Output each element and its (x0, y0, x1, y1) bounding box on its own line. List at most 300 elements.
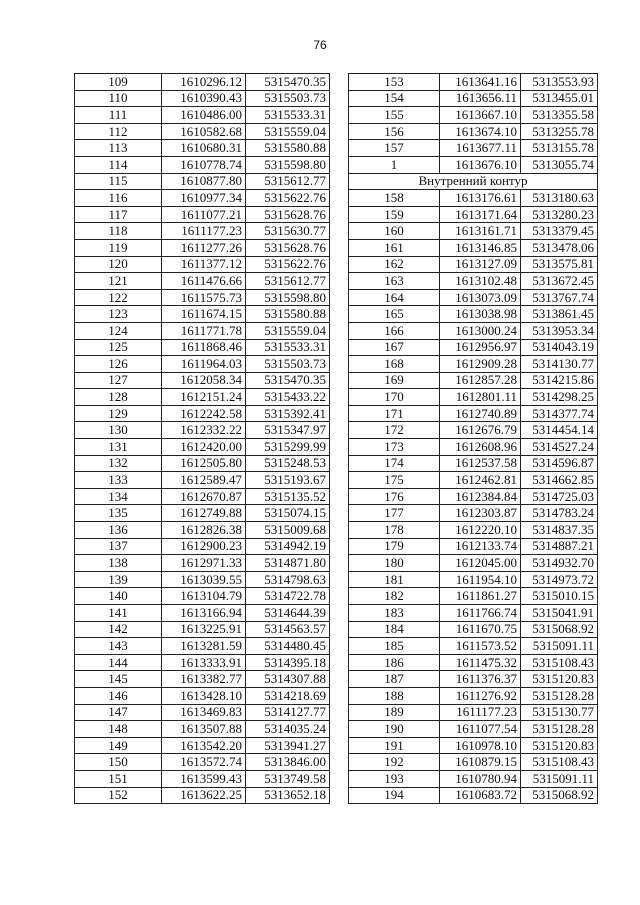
y-coordinate: 5315598.80 (246, 289, 330, 306)
section-row (349, 173, 598, 190)
x-coordinate: 1613038.98 (440, 306, 521, 323)
point-number: 154 (349, 90, 440, 107)
x-coordinate: 1612857.28 (440, 372, 521, 389)
x-coordinate: 1610680.31 (162, 140, 246, 157)
x-coordinate: 1613542.20 (162, 737, 246, 754)
point-number: 133 (75, 472, 162, 489)
x-coordinate: 1613428.10 (162, 687, 246, 704)
x-coordinate: 1613572.74 (162, 754, 246, 771)
table-row (75, 289, 330, 306)
y-coordinate: 5315580.88 (246, 306, 330, 323)
table-row (75, 571, 330, 588)
table-row (75, 190, 330, 207)
y-coordinate: 5315091.11 (521, 770, 598, 787)
y-coordinate: 5313652.18 (246, 787, 330, 804)
y-coordinate: 5315248.53 (246, 455, 330, 472)
point-number: 153 (349, 74, 440, 91)
table-row (349, 472, 598, 489)
point-number: 156 (349, 123, 440, 140)
y-coordinate: 5315091.11 (521, 638, 598, 655)
y-coordinate: 5313953.34 (521, 322, 598, 339)
table-row (349, 206, 598, 223)
y-coordinate: 5314644.39 (246, 605, 330, 622)
table-row (75, 372, 330, 389)
table-row (349, 704, 598, 721)
point-number: 138 (75, 555, 162, 572)
point-number: 186 (349, 654, 440, 671)
point-number: 110 (75, 90, 162, 107)
table-row (75, 206, 330, 223)
table-row (75, 555, 330, 572)
table-row (349, 505, 598, 522)
y-coordinate: 5313672.45 (521, 273, 598, 290)
point-number: 166 (349, 322, 440, 339)
point-number: 158 (349, 190, 440, 207)
y-coordinate: 5313355.58 (521, 107, 598, 124)
table-row (349, 322, 598, 339)
point-number: 129 (75, 405, 162, 422)
y-coordinate: 5314215.86 (521, 372, 598, 389)
y-coordinate: 5313280.23 (521, 206, 598, 223)
x-coordinate: 1610978.10 (440, 737, 521, 754)
point-number: 122 (75, 289, 162, 306)
x-coordinate: 1613039.55 (162, 571, 246, 588)
point-number: 136 (75, 522, 162, 539)
y-coordinate: 5313767.74 (521, 289, 598, 306)
table-row (349, 156, 598, 173)
table-row (349, 538, 598, 555)
y-coordinate: 5314527.24 (521, 439, 598, 456)
x-coordinate: 1612384.84 (440, 488, 521, 505)
y-coordinate: 5315628.76 (246, 239, 330, 256)
point-number: 127 (75, 372, 162, 389)
table-row (75, 173, 330, 190)
y-coordinate: 5315128.28 (521, 721, 598, 738)
x-coordinate: 1611573.52 (440, 638, 521, 655)
y-coordinate: 5315347.97 (246, 422, 330, 439)
table-row (349, 588, 598, 605)
point-number: 163 (349, 273, 440, 290)
x-coordinate: 1613382.77 (162, 671, 246, 688)
x-coordinate: 1613000.24 (440, 322, 521, 339)
point-number: 178 (349, 522, 440, 539)
x-coordinate: 1611377.12 (162, 256, 246, 273)
point-number: 1 (349, 156, 440, 173)
point-number: 123 (75, 306, 162, 323)
y-coordinate: 5314563.57 (246, 621, 330, 638)
point-number: 180 (349, 555, 440, 572)
y-coordinate: 5315120.83 (521, 671, 598, 688)
y-coordinate: 5315108.43 (521, 754, 598, 771)
x-coordinate: 1613641.16 (440, 74, 521, 91)
x-coordinate: 1610778.74 (162, 156, 246, 173)
point-number: 118 (75, 223, 162, 240)
point-number: 109 (75, 74, 162, 91)
x-coordinate: 1613166.94 (162, 605, 246, 622)
x-coordinate: 1613104.79 (162, 588, 246, 605)
x-coordinate: 1613674.10 (440, 123, 521, 140)
point-number: 131 (75, 439, 162, 456)
table-row (349, 190, 598, 207)
y-coordinate: 5314662.85 (521, 472, 598, 489)
table-row (349, 571, 598, 588)
table-row (75, 687, 330, 704)
point-number: 192 (349, 754, 440, 771)
table-row (349, 256, 598, 273)
table-row (349, 140, 598, 157)
point-number: 151 (75, 770, 162, 787)
x-coordinate: 1613333.91 (162, 654, 246, 671)
y-coordinate: 5315299.99 (246, 439, 330, 456)
x-coordinate: 1613507.88 (162, 721, 246, 738)
y-coordinate: 5314596.87 (521, 455, 598, 472)
y-coordinate: 5313861.45 (521, 306, 598, 323)
point-number: 124 (75, 322, 162, 339)
point-number: 115 (75, 173, 162, 190)
y-coordinate: 5314722.78 (246, 588, 330, 605)
y-coordinate: 5315074.15 (246, 505, 330, 522)
table-row (349, 770, 598, 787)
point-number: 119 (75, 239, 162, 256)
point-number: 162 (349, 256, 440, 273)
x-coordinate: 1611670.75 (440, 621, 521, 638)
x-coordinate: 1613599.43 (162, 770, 246, 787)
x-coordinate: 1611575.73 (162, 289, 246, 306)
y-coordinate: 5315503.73 (246, 90, 330, 107)
y-coordinate: 5315559.04 (246, 322, 330, 339)
table-row (349, 306, 598, 323)
table-row (349, 638, 598, 655)
y-coordinate: 5313575.81 (521, 256, 598, 273)
x-coordinate: 1613622.25 (162, 787, 246, 804)
table-row (75, 737, 330, 754)
point-number: 191 (349, 737, 440, 754)
x-coordinate: 1613469.83 (162, 704, 246, 721)
point-number: 190 (349, 721, 440, 738)
table-row (75, 654, 330, 671)
point-number: 135 (75, 505, 162, 522)
x-coordinate: 1613225.91 (162, 621, 246, 638)
table-row (349, 455, 598, 472)
table-row (349, 389, 598, 406)
table-row (349, 522, 598, 539)
y-coordinate: 5314725.03 (521, 488, 598, 505)
x-coordinate: 1612971.33 (162, 555, 246, 572)
point-number: 148 (75, 721, 162, 738)
y-coordinate: 5314130.77 (521, 356, 598, 373)
y-coordinate: 5313941.27 (246, 737, 330, 754)
y-coordinate: 5314942.19 (246, 538, 330, 555)
x-coordinate: 1611276.92 (440, 687, 521, 704)
y-coordinate: 5315622.76 (246, 190, 330, 207)
y-coordinate: 5315130.77 (521, 704, 598, 721)
y-coordinate: 5315193.67 (246, 472, 330, 489)
x-coordinate: 1613161.71 (440, 223, 521, 240)
x-coordinate: 1612801.11 (440, 389, 521, 406)
table-row (349, 605, 598, 622)
x-coordinate: 1610296.12 (162, 74, 246, 91)
point-number: 171 (349, 405, 440, 422)
x-coordinate: 1611077.21 (162, 206, 246, 223)
table-row (75, 123, 330, 140)
x-coordinate: 1610879.15 (440, 754, 521, 771)
point-number: 189 (349, 704, 440, 721)
y-coordinate: 5315128.28 (521, 687, 598, 704)
point-number: 174 (349, 455, 440, 472)
y-coordinate: 5315041.91 (521, 605, 598, 622)
point-number: 173 (349, 439, 440, 456)
y-coordinate: 5315612.77 (246, 273, 330, 290)
point-number: 160 (349, 223, 440, 240)
point-number: 175 (349, 472, 440, 489)
y-coordinate: 5314837.35 (521, 522, 598, 539)
y-coordinate: 5314798.63 (246, 571, 330, 588)
x-coordinate: 1612670.87 (162, 488, 246, 505)
x-coordinate: 1612537.58 (440, 455, 521, 472)
point-number: 159 (349, 206, 440, 223)
coordinates-table-right (348, 73, 598, 804)
table-row (75, 638, 330, 655)
point-number: 187 (349, 671, 440, 688)
table-row (75, 505, 330, 522)
x-coordinate: 1612826.38 (162, 522, 246, 539)
table-row (75, 671, 330, 688)
table-row (349, 787, 598, 804)
table-row (349, 422, 598, 439)
x-coordinate: 1612058.34 (162, 372, 246, 389)
table-row (349, 754, 598, 771)
point-number: 152 (75, 787, 162, 804)
point-number: 168 (349, 356, 440, 373)
x-coordinate: 1613676.10 (440, 156, 521, 173)
table-row (75, 621, 330, 638)
x-coordinate: 1613127.09 (440, 256, 521, 273)
x-coordinate: 1612045.00 (440, 555, 521, 572)
x-coordinate: 1612332.22 (162, 422, 246, 439)
table-row (349, 555, 598, 572)
point-number: 145 (75, 671, 162, 688)
x-coordinate: 1612151.24 (162, 389, 246, 406)
y-coordinate: 5314480.45 (246, 638, 330, 655)
y-coordinate: 5314218.69 (246, 687, 330, 704)
table-row (349, 223, 598, 240)
table-row (75, 74, 330, 91)
x-coordinate: 1610486.00 (162, 107, 246, 124)
point-number: 176 (349, 488, 440, 505)
x-coordinate: 1612420.00 (162, 439, 246, 456)
table-row (349, 671, 598, 688)
point-number: 114 (75, 156, 162, 173)
y-coordinate: 5315470.35 (246, 74, 330, 91)
x-coordinate: 1611475.32 (440, 654, 521, 671)
point-number: 194 (349, 787, 440, 804)
point-number: 181 (349, 571, 440, 588)
point-number: 121 (75, 273, 162, 290)
table-row (75, 588, 330, 605)
point-number: 169 (349, 372, 440, 389)
y-coordinate: 5313553.93 (521, 74, 598, 91)
table-body (349, 74, 598, 804)
x-coordinate: 1610683.72 (440, 787, 521, 804)
x-coordinate: 1611177.23 (162, 223, 246, 240)
point-number: 126 (75, 356, 162, 373)
point-number: 167 (349, 339, 440, 356)
table-row (349, 654, 598, 671)
x-coordinate: 1611674.15 (162, 306, 246, 323)
table-row (349, 339, 598, 356)
y-coordinate: 5314395.18 (246, 654, 330, 671)
point-number: 161 (349, 239, 440, 256)
table-row (75, 356, 330, 373)
y-coordinate: 5313478.06 (521, 239, 598, 256)
table-row (75, 787, 330, 804)
point-number: 157 (349, 140, 440, 157)
y-coordinate: 5314307.88 (246, 671, 330, 688)
table-row (75, 439, 330, 456)
table-row (75, 770, 330, 787)
point-number: 116 (75, 190, 162, 207)
point-number: 137 (75, 538, 162, 555)
y-coordinate: 5314043.19 (521, 339, 598, 356)
table-row (349, 107, 598, 124)
point-number: 141 (75, 605, 162, 622)
y-coordinate: 5315068.92 (521, 621, 598, 638)
x-coordinate: 1611771.78 (162, 322, 246, 339)
x-coordinate: 1613171.64 (440, 206, 521, 223)
table-row (349, 621, 598, 638)
x-coordinate: 1612589.47 (162, 472, 246, 489)
point-number: 128 (75, 389, 162, 406)
point-number: 193 (349, 770, 440, 787)
table-row (75, 389, 330, 406)
x-coordinate: 1610977.34 (162, 190, 246, 207)
x-coordinate: 1612676.79 (440, 422, 521, 439)
x-coordinate: 1612608.96 (440, 439, 521, 456)
point-number: 113 (75, 140, 162, 157)
point-number: 179 (349, 538, 440, 555)
x-coordinate: 1611868.46 (162, 339, 246, 356)
x-coordinate: 1611861.27 (440, 588, 521, 605)
y-coordinate: 5313255.78 (521, 123, 598, 140)
table-row (75, 140, 330, 157)
point-number: 140 (75, 588, 162, 605)
table-row (75, 223, 330, 240)
x-coordinate: 1612956.97 (440, 339, 521, 356)
table-row (75, 422, 330, 439)
point-number: 117 (75, 206, 162, 223)
table-row (75, 90, 330, 107)
y-coordinate: 5314932.70 (521, 555, 598, 572)
y-coordinate: 5315009.68 (246, 522, 330, 539)
table-row (75, 322, 330, 339)
y-coordinate: 5315120.83 (521, 737, 598, 754)
y-coordinate: 5315612.77 (246, 173, 330, 190)
y-coordinate: 5314973.72 (521, 571, 598, 588)
page-number: 76 (313, 38, 327, 52)
y-coordinate: 5315068.92 (521, 787, 598, 804)
y-coordinate: 5314035.24 (246, 721, 330, 738)
point-number: 172 (349, 422, 440, 439)
table-row (75, 538, 330, 555)
point-number: 155 (349, 107, 440, 124)
y-coordinate: 5315580.88 (246, 140, 330, 157)
x-coordinate: 1610780.94 (440, 770, 521, 787)
y-coordinate: 5315533.31 (246, 107, 330, 124)
point-number: 130 (75, 422, 162, 439)
x-coordinate: 1612900.23 (162, 538, 246, 555)
table-body (75, 74, 330, 804)
section-title: Внутренний контур (349, 173, 598, 190)
x-coordinate: 1612133.74 (440, 538, 521, 555)
y-coordinate: 5314887.21 (521, 538, 598, 555)
table-row (75, 704, 330, 721)
x-coordinate: 1612242.58 (162, 405, 246, 422)
table-row (349, 488, 598, 505)
table-row (349, 239, 598, 256)
y-coordinate: 5313379.45 (521, 223, 598, 240)
point-number: 125 (75, 339, 162, 356)
point-number: 183 (349, 605, 440, 622)
table-row (349, 721, 598, 738)
x-coordinate: 1613677.11 (440, 140, 521, 157)
point-number: 165 (349, 306, 440, 323)
x-coordinate: 1611766.74 (440, 605, 521, 622)
table-row (349, 273, 598, 290)
table-row (349, 405, 598, 422)
x-coordinate: 1611954.10 (440, 571, 521, 588)
point-number: 182 (349, 588, 440, 605)
point-number: 111 (75, 107, 162, 124)
point-number: 164 (349, 289, 440, 306)
y-coordinate: 5314377.74 (521, 405, 598, 422)
table-row (349, 123, 598, 140)
y-coordinate: 5313749.58 (246, 770, 330, 787)
y-coordinate: 5313155.78 (521, 140, 598, 157)
table-row (75, 455, 330, 472)
point-number: 112 (75, 123, 162, 140)
x-coordinate: 1610877.80 (162, 173, 246, 190)
y-coordinate: 5313846.00 (246, 754, 330, 771)
table-row (349, 90, 598, 107)
y-coordinate: 5313055.74 (521, 156, 598, 173)
table-row (75, 107, 330, 124)
x-coordinate: 1612909.28 (440, 356, 521, 373)
x-coordinate: 1613656.11 (440, 90, 521, 107)
x-coordinate: 1611964.03 (162, 356, 246, 373)
x-coordinate: 1613073.09 (440, 289, 521, 306)
y-coordinate: 5315598.80 (246, 156, 330, 173)
point-number: 184 (349, 621, 440, 638)
point-number: 188 (349, 687, 440, 704)
table-row (75, 522, 330, 539)
x-coordinate: 1611476.66 (162, 273, 246, 290)
point-number: 144 (75, 654, 162, 671)
y-coordinate: 5313180.63 (521, 190, 598, 207)
y-coordinate: 5315010.15 (521, 588, 598, 605)
table-row (75, 405, 330, 422)
table-row (349, 372, 598, 389)
table-row (75, 306, 330, 323)
point-number: 146 (75, 687, 162, 704)
table-row (75, 754, 330, 771)
y-coordinate: 5314871.80 (246, 555, 330, 572)
point-number: 150 (75, 754, 162, 771)
y-coordinate: 5315628.76 (246, 206, 330, 223)
table-row (75, 256, 330, 273)
y-coordinate: 5315630.77 (246, 223, 330, 240)
x-coordinate: 1610582.68 (162, 123, 246, 140)
y-coordinate: 5314454.14 (521, 422, 598, 439)
